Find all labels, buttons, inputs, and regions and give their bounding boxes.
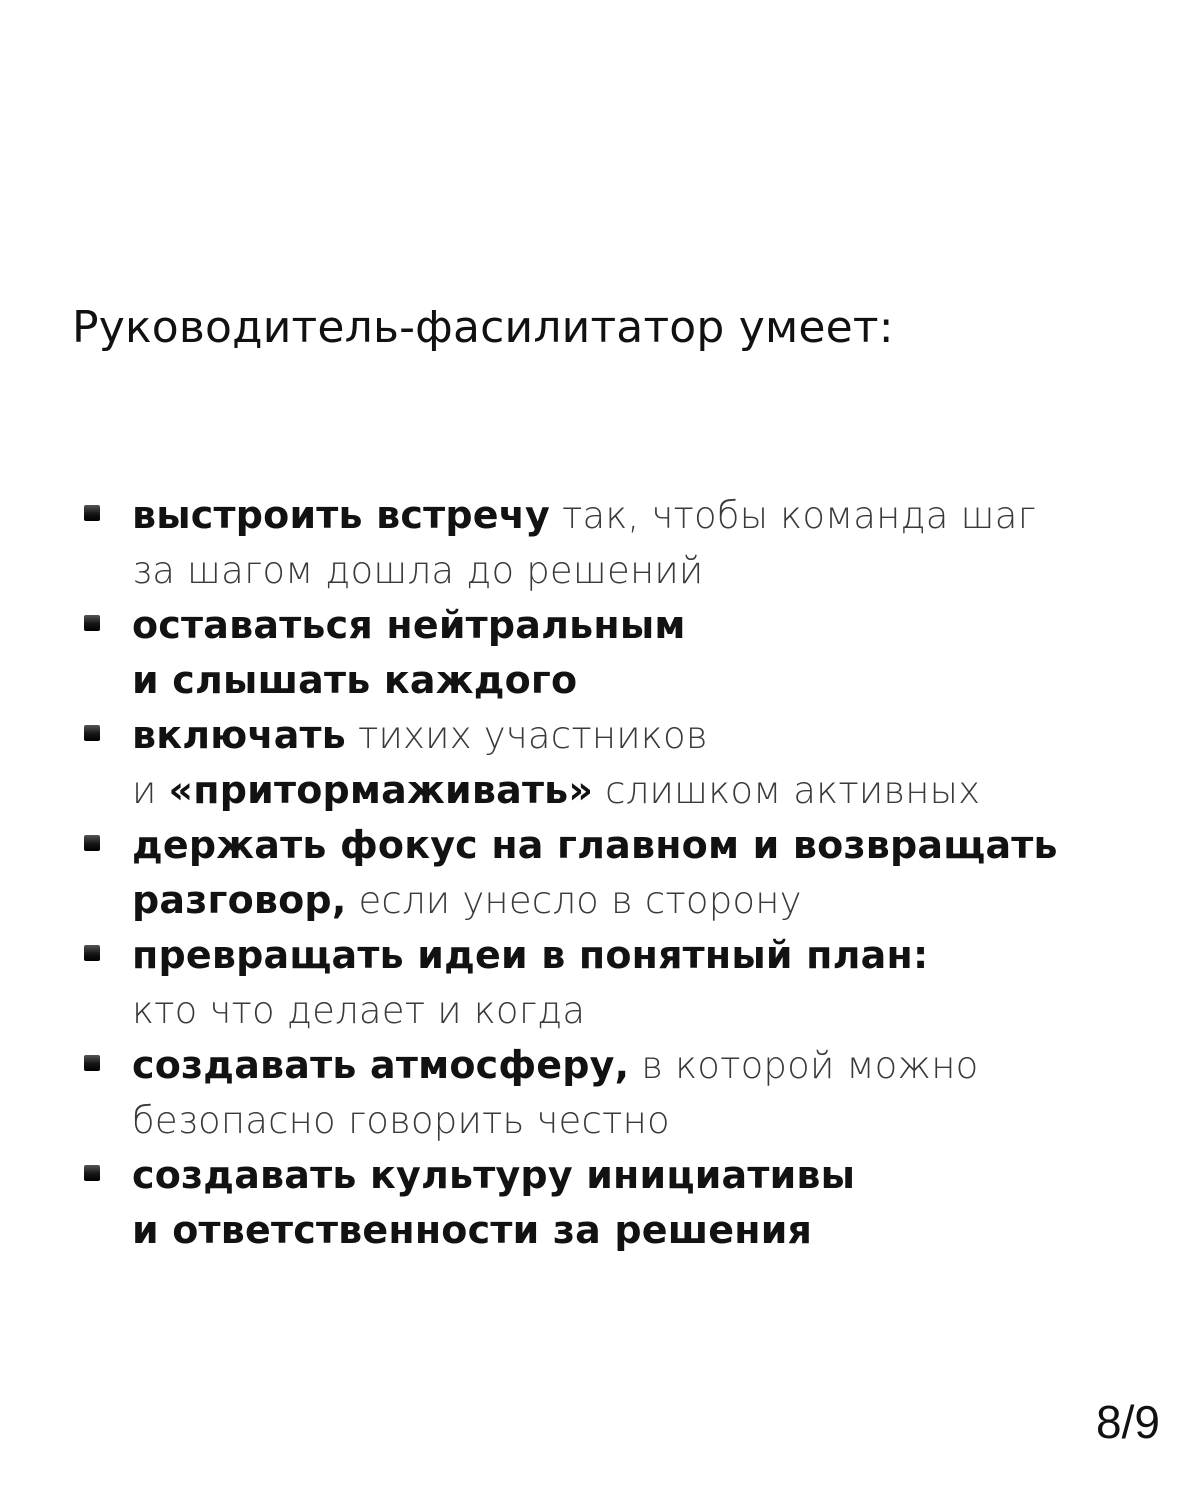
bullet-line (132, 598, 1144, 653)
square-bullet-icon (84, 725, 100, 741)
bullet-item (84, 598, 1144, 708)
bullet-item (84, 1148, 1144, 1258)
bullet-line (132, 763, 1144, 818)
bullet-text-bold: держать фокус на главном и возвращать (132, 823, 1058, 867)
bullet-line (132, 1148, 1144, 1203)
bullet-item (84, 1038, 1144, 1148)
slide-title: Руководитель-фасилитатор умеет: (72, 302, 894, 353)
bullet-line (132, 543, 1144, 598)
bullet-item (84, 708, 1144, 818)
bullet-line (132, 708, 1144, 763)
bullet-text-light: если унесло в сторону (346, 879, 802, 922)
bullet-text-light: кто что делает и когда (132, 989, 586, 1032)
bullet-line (132, 983, 1144, 1038)
bullet-text-bold: превращать идеи в понятный план: (132, 933, 929, 977)
bullet-text-bold: и ответственности за решения (132, 1208, 813, 1252)
bullet-text-light: безопасно говорить честно (132, 1099, 670, 1142)
bullet-text-light: слишком активных (593, 769, 981, 812)
bullet-text-light: за шагом дошла до решений (132, 549, 704, 592)
bullet-list (84, 488, 1144, 1258)
square-bullet-icon (84, 835, 100, 851)
bullet-text-bold: разговор, (132, 878, 347, 922)
bullet-line (132, 928, 1144, 983)
bullet-line (132, 818, 1144, 873)
bullet-text-bold: выстроить встречу (132, 493, 551, 537)
square-bullet-icon (84, 1165, 100, 1181)
bullet-line (132, 488, 1144, 543)
bullet-text-bold: оставаться нейтральным (132, 603, 686, 647)
bullet-line (132, 1203, 1144, 1258)
bullet-text-light: и (132, 769, 169, 812)
bullet-item (84, 488, 1144, 598)
bullet-text-bold: создавать атмосферу, (132, 1043, 630, 1087)
bullet-text-light: в которой можно (629, 1044, 979, 1087)
bullet-text-light: тихих участников (346, 714, 708, 757)
bullet-text-bold: включать (132, 713, 346, 757)
square-bullet-icon (84, 1055, 100, 1071)
bullet-text-light: так, чтобы команда шаг (550, 494, 1036, 537)
square-bullet-icon (84, 615, 100, 631)
bullet-text-bold: создавать культуру инициативы (132, 1153, 856, 1197)
square-bullet-icon (84, 505, 100, 521)
bullet-line (132, 873, 1144, 928)
bullet-item (84, 928, 1144, 1038)
bullet-line (132, 653, 1144, 708)
bullet-line (132, 1093, 1144, 1148)
page-indicator: 8/9 (1096, 1396, 1160, 1448)
bullet-text-bold: и слышать каждого (132, 658, 578, 702)
bullet-line (132, 1038, 1144, 1093)
bullet-text-bold: «притормаживать» (168, 768, 594, 812)
bullet-item (84, 818, 1144, 928)
square-bullet-icon (84, 945, 100, 961)
